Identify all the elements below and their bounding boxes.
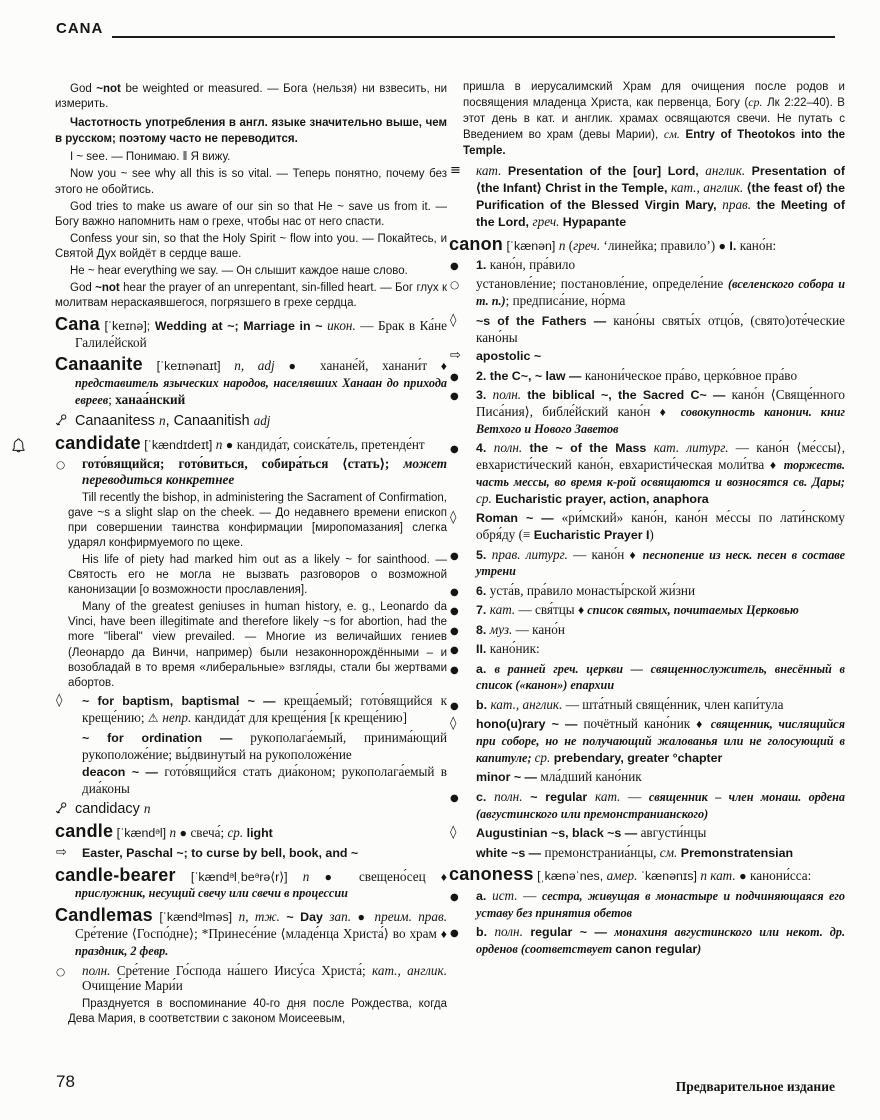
text-run: ист. [492, 887, 518, 903]
text-run: I. [729, 238, 740, 253]
text-run: deacon ~ — [82, 765, 165, 780]
sense-item [449, 825, 845, 842]
text-run: полн. [494, 924, 523, 940]
text-run: кат. [476, 163, 508, 179]
text-run: 1. [476, 258, 490, 273]
usage-example [68, 600, 447, 691]
text-run: рукополага́емый, принима́ющий рукоположе́ние; вы́двинутый на рукоположе́ние [82, 729, 448, 762]
sense-item [449, 510, 845, 544]
text-run: minor ~ — [476, 770, 541, 785]
sense-item [449, 888, 845, 922]
text-run: n [302, 868, 310, 884]
text-run: Augustinian ~s, black ~s — [476, 826, 641, 841]
text-run: ⚠ [147, 711, 163, 726]
entry-candle [55, 821, 447, 842]
text-run: ср. [534, 750, 551, 766]
usage-example [55, 82, 447, 112]
text-run: God [70, 282, 96, 295]
sense-item [449, 313, 845, 346]
text-run: Canaanitess [75, 412, 159, 429]
derivation-icon [55, 802, 67, 815]
text-run: [ˈkænən] [503, 238, 559, 253]
text-run: ~not [95, 282, 120, 295]
text-run: Roman ~ — [476, 511, 562, 526]
text-run: a. [476, 888, 493, 903]
sense-sub-item [449, 769, 845, 786]
text-run: [ˌkænəˈnes, [533, 869, 607, 884]
text-run: [ˈkeɪnənaɪt] [142, 359, 235, 374]
text-run: ● [176, 826, 191, 841]
text-run: Wedding at ~; Marriage in ~ [154, 319, 328, 334]
text-run: Eucharistic Prayer I [533, 528, 650, 543]
text-run: ● [222, 437, 237, 452]
usage-example [68, 491, 447, 551]
usage-example [55, 150, 447, 165]
text-run: Празднуется в воспоминание 40-го дня после Рождества, когда Дева Мария, в соответствии с законом Моисеевым, [68, 997, 447, 1025]
text-run: полн. [492, 386, 528, 402]
text-run: — [517, 887, 542, 903]
text-run: может переводиться конкретнее [82, 456, 447, 488]
text-run: the Meeting of the Lord, [476, 197, 845, 229]
text-run: креща́емый; гото́вящийся к креще́нию; [82, 693, 447, 726]
sense-item [449, 697, 845, 714]
edition-note: Предварительное издание [675, 1079, 835, 1094]
derivation-icon [55, 414, 67, 431]
sense-item [449, 716, 845, 767]
text-run: 2. the C~, ~ law — [476, 368, 585, 383]
sense-bullet-icon: ● [450, 586, 459, 598]
sense-item [449, 622, 845, 639]
sense-item [55, 963, 447, 995]
text-run: apostolic ~ [476, 349, 542, 364]
sense-diamond-icon: ◊ [450, 825, 457, 841]
text-run: — кано́н [512, 621, 565, 637]
text-run: n [169, 825, 177, 841]
text-run: ● [274, 359, 321, 374]
text-run: 3. [476, 387, 493, 402]
entry-candle-bearer [55, 864, 447, 903]
sense-circle-icon: ○ [56, 965, 66, 978]
text-run: в ранней греч. церкви — священнослужитель, внесённый в список («канон») епархии [476, 661, 845, 693]
sense-item [449, 641, 845, 658]
cross-reference [449, 348, 845, 365]
entry-canon [449, 233, 845, 255]
text-run: 7. [476, 603, 490, 618]
text-run: 4. [476, 441, 494, 456]
cross-reference [55, 845, 447, 862]
text-run: n [159, 412, 166, 428]
text-run: свещено́сец [358, 868, 441, 884]
text-run: ~s of the Fathers — [476, 313, 614, 328]
text-run: c. [476, 789, 495, 804]
sense-diamond-icon: ◊ [450, 716, 457, 732]
text-run: ханаа́нский [115, 391, 186, 407]
text-run: кат., англик. [671, 179, 747, 195]
text-run: white ~s — [476, 845, 545, 860]
text-run: кат., англик. [372, 962, 447, 978]
text-run: ♦ торжеств. часть мессы, во время к-рой освящаются и возносятся св. Дары; [476, 458, 845, 489]
text-run: His life of piety had marked him out as a likely ~ for sainthood. — Святость его не могла не вызвать разговоров о возможной канонизации [о возможности прославления]. [68, 553, 447, 597]
sense-bullet-icon: ● [450, 928, 459, 940]
text-run: монахиня августинского или некот. др. орденов (соответствует [476, 925, 845, 957]
text-run: be weighted or measured. — Бога ⟨нельзя⟩ ни взвесить, ни измерить. [55, 83, 447, 111]
text-run: гото́вящийся; гото́виться, собира́ться ⟨стать⟩; [82, 456, 404, 472]
text-run: прав. литург. [491, 546, 568, 562]
entry-candlemas [55, 905, 448, 960]
text-run: the ~ of the Mass [529, 441, 654, 456]
text-run: ♦ праздник, 2 февр. [75, 927, 447, 959]
text-run: ˈkænənɪs] [637, 869, 701, 884]
text-run: II. [476, 642, 490, 657]
text-run: Eucharistic prayer, action, anaphora [491, 491, 709, 506]
sense-item [449, 387, 845, 438]
sense-item [449, 276, 845, 310]
text-run: канони́сса: [750, 868, 812, 884]
derivation-icon [55, 414, 67, 427]
text-run: ~ Day [279, 910, 330, 925]
text-run: [ˈkeɪnə]; [99, 319, 155, 334]
text-run: b. [476, 925, 495, 940]
sense-item [449, 924, 845, 958]
entry-canoness [449, 864, 845, 885]
text-run: ср. [227, 825, 244, 841]
text-run: кано́н: [739, 237, 777, 253]
text-run: почётный кано́ник [583, 716, 697, 732]
sense-bullet-icon: ● [450, 550, 459, 562]
text-run: canon [449, 233, 504, 254]
sense-bullet-icon: ● [450, 792, 459, 804]
text-run: Canaanite [55, 354, 143, 375]
text-run: He ~ hear everything we say. — Он слышит каждое наше слово. [70, 265, 408, 278]
text-run: установле́ние; постановле́ние, определе́ние [476, 276, 728, 292]
sense-circle-icon: ○ [56, 459, 66, 472]
text-run: амер. [606, 868, 638, 884]
sense-bullet-icon: ● [450, 390, 459, 402]
text-run: гото́вящийся стать диа́коном; рукополага́емый в диа́коны [82, 764, 447, 797]
entry-canaanite [55, 354, 448, 409]
text-run: Easter, Paschal ~; to curse by bell, book, and ~ [82, 845, 359, 860]
text-run: ⟨the feast of⟩ the Purification of the Blessed Virgin Mary, [476, 180, 845, 212]
sense-item [449, 257, 845, 274]
text-run: Cana [55, 314, 100, 335]
text-run: Hypapante [562, 214, 627, 229]
text-run: canon regular [615, 942, 698, 957]
sense-item [449, 661, 845, 695]
equivalents-item [449, 163, 845, 231]
text-run: God tries to make us aware of our sin so that He ~ save us from it. — Богу важно напомнить нам о грехе, чтобы нас от него спасти. [55, 200, 447, 228]
right-column [449, 80, 845, 961]
text-run: ~ for ordination — [82, 730, 251, 745]
left-column [55, 80, 447, 1029]
sense-bullet-icon: ● [450, 664, 459, 676]
text-run: кано́ны святы́х отцо́в, (свято)оте́ческие кано́ны [476, 312, 845, 345]
text-run: Очище́ние Мари́и [82, 978, 183, 994]
cross-reference-arrow-icon: ⇨ [450, 348, 461, 364]
text-run: hear the prayer of an unrepentant, sin-filled heart. — Бог глух к молитвам нераскаявшегося, погрязшего в грехе сердца. [55, 282, 447, 310]
text-run: ♦ песнопение из неск. песен в составе утрени [476, 547, 845, 579]
sense-bullet-icon: ● [450, 645, 459, 657]
sense-item [449, 583, 845, 600]
sense-diamond-icon: ◊ [56, 693, 63, 709]
text-run: ( [565, 237, 574, 253]
text-run: премонстраниа́нцы, [544, 844, 660, 860]
text-run: священник – член монаш. ордена (августинского или премонстранианского) [476, 789, 846, 821]
text-run: англик. [705, 163, 752, 179]
text-run: Частотность употребления в англ. языке значительно выше, чем в русском; поэтому часто не переводится. [55, 117, 447, 146]
entry-cana [55, 314, 447, 351]
text-run: ср. [476, 490, 492, 506]
text-run: Till recently the bishop, in administering the Sacrament of Confirmation, gave ~s a slight slap on the cheek. — До недавнего времени епископ при совершении таинства конфирмации [миропомазания] слегка ударял конфирмуемого по щеке. [68, 491, 447, 549]
text-run: августи́нцы [640, 825, 707, 841]
text-run: преим. прав. [374, 909, 448, 925]
sense-item [55, 693, 447, 727]
usage-example [55, 167, 447, 197]
sense-sub-item [449, 845, 845, 862]
sense-item [449, 602, 845, 619]
sense-diamond-icon: ◊ [450, 510, 457, 526]
text-run: Now you ~ see why all this is so vital. — Теперь понятно, почему без этого не обойтись. [55, 168, 447, 196]
text-run: ~ regular [522, 789, 596, 804]
text-run: ● [735, 869, 751, 884]
text-run: ~ for baptism, baptismal ~ — [82, 694, 284, 709]
text-run: a. [476, 661, 495, 676]
text-run: ; предписа́ние, но́рма [505, 293, 626, 309]
page-number: 78 [56, 1072, 75, 1091]
text-run: ) [649, 527, 654, 543]
text-run: candidacy [75, 801, 144, 818]
header-rule [112, 36, 835, 38]
text-run: икон. [327, 318, 356, 334]
text-run: n кат. [700, 868, 736, 884]
text-run: зап. [329, 909, 351, 925]
text-run: кат. [489, 602, 516, 618]
text-run: light [243, 826, 273, 841]
sense-bullet-icon: ● [450, 261, 459, 273]
text-run: adj [253, 412, 271, 428]
sense-item [449, 368, 845, 385]
usage-example [68, 553, 447, 598]
usage-example [55, 232, 447, 262]
text-run: candle [55, 821, 114, 842]
sense-bullet-icon: ● [450, 891, 459, 903]
text-run: ♦ священник, числящийся при соборе, но не получающий жалованья или не голосующий в капитуле; [476, 717, 845, 766]
derived-forms [55, 800, 447, 818]
sense-circle-icon: ○ [450, 279, 460, 292]
text-run: Лк 2:22–40). В этот день в кат. и англик. храмах освящаются свечи. Не путать с Введением во храм (девы Марии), [463, 97, 845, 142]
text-run: n [143, 801, 151, 817]
text-run: hono(u)rary ~ — [476, 717, 584, 732]
text-run: Candlemas [55, 905, 153, 926]
text-run: полн. [82, 962, 117, 978]
text-run: ♦ список святых, почитаемых Церковью [577, 603, 799, 618]
text-run: n [215, 436, 223, 452]
cross-reference-arrow-icon: ⇨ [56, 844, 67, 860]
text-run: Presentation of ⟨the Infant⟩ Christ in the Temple, [476, 164, 845, 195]
sense-sub-item [55, 764, 447, 797]
text-run: n, тж. [238, 909, 280, 925]
text-run: Presentation of the [our] Lord, [507, 164, 706, 179]
text-run: n, adj [234, 358, 275, 374]
text-run: ханане́й, ханани́т [320, 358, 441, 374]
text-run: греч. [573, 237, 601, 253]
sense-bullet-icon: ● [450, 606, 459, 618]
text-run: Сре́тение Го́спода на́шего Иису́са Христа́; [116, 962, 373, 978]
text-run: candidate [55, 432, 141, 453]
text-run: свеча́; [190, 825, 228, 841]
text-run: God [70, 83, 97, 95]
text-run: ~not [96, 83, 121, 95]
derivation-icon [55, 802, 67, 819]
text-run: непр. [162, 710, 195, 726]
bell-icon [12, 438, 25, 454]
sense-item [449, 547, 845, 581]
text-run: кандида́т, соиска́тель, претенде́нт [236, 436, 425, 452]
text-run: ● [718, 238, 730, 253]
text-run: полн. [493, 440, 530, 456]
text-run: 8. [476, 622, 490, 637]
usage-example [55, 200, 447, 230]
sense-item [55, 456, 447, 488]
text-run: Entry of Theotokos into the Temple. [463, 129, 845, 157]
text-run: пришла в иерусалимский Храм для очищения после родов и посвящения младенца Христа, как первенца, Богу ( [463, 81, 845, 110]
text-run: кат. литург. [653, 440, 729, 456]
text-run: мла́дший кано́ник [540, 769, 642, 785]
text-run: , Canaanitish [165, 412, 254, 429]
text-run: «ри́мский» кано́н, кано́н ме́ссы по лати́нскому обря́ду (≡ [476, 510, 845, 543]
text-run: ♦ представитель языческих народов, населявших Ханаан до прихода евреев [75, 359, 448, 407]
sense-item [449, 440, 845, 508]
text-run: муз. [489, 621, 513, 637]
sense-bullet-icon: ● [450, 700, 459, 712]
text-run: the biblical ~, the Sacred C~ — [527, 387, 732, 402]
sense-bullet-icon: ● [450, 625, 459, 637]
text-run: 6. [476, 583, 490, 598]
text-run: кандида́т для креще́ния [к креще́нию] [194, 710, 408, 726]
entry-candidate [55, 432, 447, 454]
equivalent-icon: ≡ [450, 163, 461, 179]
text-run: canoness [449, 864, 534, 885]
text-run: I ~ see. — Понимаю. ‖ Я вижу. [70, 151, 231, 164]
encyclopedic-note-continued [463, 80, 845, 159]
sense-diamond-icon: ◊ [450, 312, 457, 328]
text-run: — Брак в Ка́не Галиле́йской [75, 318, 447, 351]
text-run: 5. [476, 547, 492, 562]
text-run: кано́ник: [489, 641, 540, 657]
text-run: [ˈkændᵊlməs] [152, 910, 239, 925]
sense-bullet-icon: ● [450, 371, 459, 383]
text-run: ♦ прислужник, несущий свечу или свечи в процессии [75, 869, 447, 901]
text-run: prebendary, greater °chapter [550, 751, 723, 766]
text-run: ) [697, 942, 702, 957]
text-run: см. [659, 844, 678, 860]
text-run: [ˈkændᵊl] [113, 826, 170, 841]
text-run: см. [663, 127, 680, 142]
text-run: ● [309, 869, 359, 884]
sense-sub-item [55, 730, 447, 763]
text-run: Premonstratensian [677, 845, 794, 860]
text-run: — свя́тцы [515, 602, 578, 618]
text-run: ср. [748, 95, 763, 110]
usage-example [55, 281, 447, 311]
text-run: — [620, 788, 649, 804]
text-run: кат., англик. [490, 696, 563, 712]
sense-item [449, 789, 845, 823]
text-run: уста́в, пра́вило монасты́рской жи́зни [489, 582, 696, 598]
text-run: греч. [532, 213, 563, 229]
text-run: кано́н, пра́вило [489, 257, 576, 273]
guide-word: CANA [56, 20, 104, 37]
encyclopedic-note [68, 997, 447, 1027]
text-run: [ˈkændɪdeɪt] [140, 437, 216, 452]
usage-note [55, 115, 447, 147]
text-run: ♦ совокупность канонич. книг Ветхого и Нового Заветов [476, 404, 846, 436]
text-run: полн. [494, 788, 523, 804]
text-run: ‘линейка; правило’) [600, 237, 719, 253]
text-run: [ˈkændᵊlˌbeᵊrə⟨r⟩] [175, 869, 303, 884]
text-run: regular ~ — [522, 925, 615, 940]
text-run: b. [476, 697, 491, 712]
text-run: Many of the greatest geniuses in human history, e. g., Leonardo da Vinci, have been illegitimate and therefore likely ~s for abortion, had the more "liberal" view prevailed. — Многие из величайших гениев (Леонардо да Винчи, например) были незаконнорождёнными – и возобладай в то время «либеральные» взгляды, стали бы жертвами абортов. [68, 601, 447, 689]
text-run: candle-bearer [55, 864, 176, 885]
text-run: — шта́тный свяще́нник, член капи́тула [562, 696, 784, 712]
sense-bullet-icon: ● [450, 444, 459, 456]
text-run: сестра, живущая в монастыре и подчиняющаяся его уставу без принятия обетов [476, 888, 846, 920]
text-run: Confess your sin, so that the Holy Spirit ~ flow into you. — Покайтесь, и Святой Дух войдёт в сердце ваше. [55, 232, 447, 260]
text-run: канони́ческое пра́во, церко́вное пра́во [584, 367, 798, 383]
derived-forms [55, 412, 447, 430]
text-run: — кано́н ⟨ме́ссы⟩, евхаристи́ческий кано́н, евхаристи́ческая моли́тва [476, 440, 845, 473]
text-run: — кано́н [567, 546, 630, 562]
text-run: ● [351, 910, 375, 925]
usage-example [55, 264, 447, 279]
text-run: Сре́тение ⟨Госпо́дне⟩; *Принесе́ние ⟨младе́нца Христа́⟩ во храм [75, 926, 441, 942]
text-run: ; [108, 391, 116, 407]
text-run: кат. [595, 788, 621, 804]
text-run: (вселенского собора и т. п.) [476, 277, 845, 309]
text-run: кано́н ⟨Свяще́нного Писа́ния⟩, библе́йский кано́н [476, 386, 846, 419]
text-run: n [558, 237, 566, 253]
text-run: прав. [722, 196, 757, 212]
